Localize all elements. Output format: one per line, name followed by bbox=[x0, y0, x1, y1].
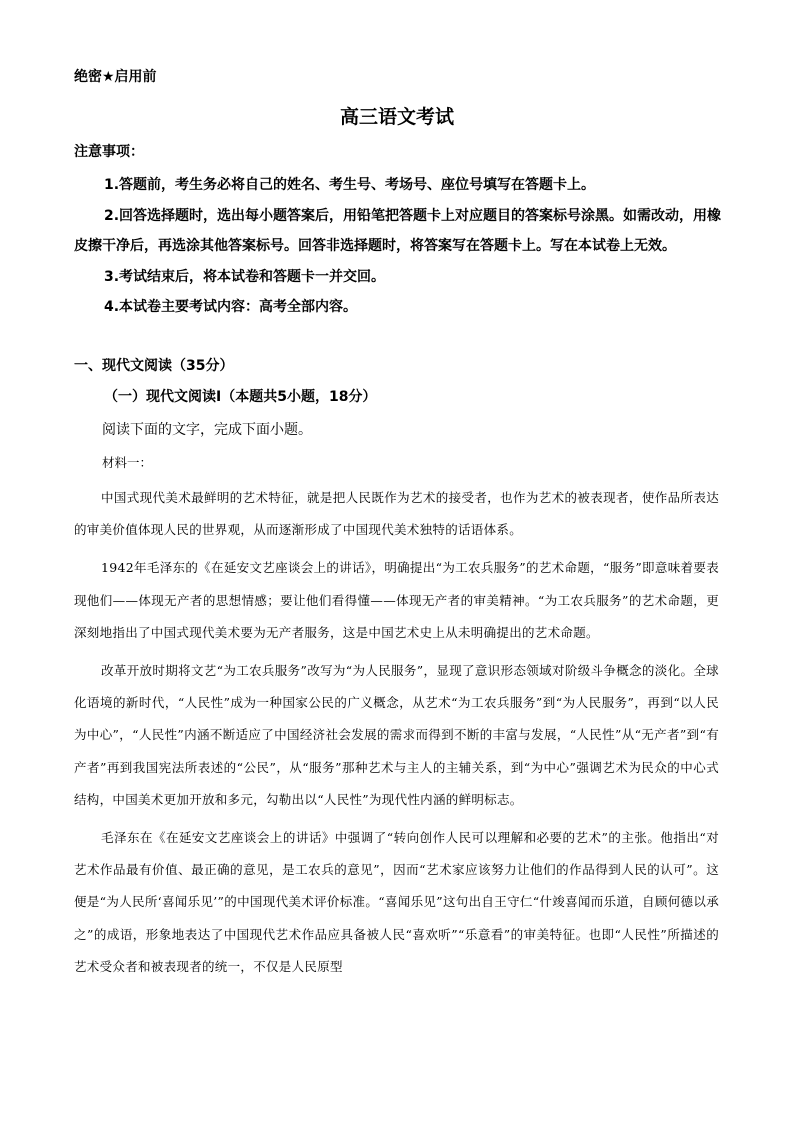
reading-instruction: 阅读下面的文字，完成下面小题。 bbox=[102, 422, 312, 438]
note-item: 2.回答选择题时，选出每小题答案后，用铅笔把答题卡上对应题目的答案标号涂黑。如需改动，用橡皮擦干净后，再选涂其他答案标号。回答非选择题时，将答案写在答题卡上。写在本试卷上无效。 bbox=[74, 207, 722, 254]
passage-paragraph: 毛泽东在《在延安文艺座谈会上的讲话》中强调了“转向创作人民可以理解和必要的艺术”的主张。他指出“对艺术作品最有价值、最正确的意见，是工农兵的意见”，因而“艺术家应该努力让他们的作品得到人民的认可”。这便是“为人民所‘喜闻乐见’”的中国现代美术评价标准。“喜闻乐见”这句出自王守仁“什竣喜闻而乐道，自顾何德以承之”的成语，形象地表达了中国现代艺术作品应具备被人民“喜欢听”“乐意看”的审美特征。也即“人民性”所描述的艺术受众者和被表现者的统一，不仅是人民原型 bbox=[74, 830, 719, 974]
notes-heading: 注意事项： bbox=[74, 144, 144, 160]
note-item: 4.本试卷主要考试内容：高考全部内容。 bbox=[104, 299, 358, 315]
passage-paragraph: 中国式现代美术最鲜明的艺术特征，就是把人民既作为艺术的接受者，也作为艺术的被表现者，使作品所表达的审美价值体现人民的世界观，从而逐渐形成了中国现代美术独特的话语体系。 bbox=[74, 490, 719, 538]
passage-paragraph: 改革开放时期将文艺“为工农兵服务”改写为“为人民服务”，显现了意识形态领域对阶级斗争概念的淡化。全球化语境的新时代，“人民性”成为一种国家公民的广义概念，从艺术“为工农兵服务”到“为人民服务”，再到“以人民为中心”，“人民性”内涵不断适应了中国经济社会发展的需求而得到不断的丰富与发展，“人民性”从“无产者”到“有产者”再到我国宪法所表述的“公民”，从“服务”那种艺术与主人的主辅关系，到“为中心”强调艺术为民众的中心式结构，中国美术更加开放和多元，勾勒出以“人民性”为现代性内涵的鲜明标志。 bbox=[74, 663, 719, 807]
notes-list bbox=[74, 170, 724, 323]
page-title: 高三语文考试 bbox=[339, 106, 454, 128]
note-item: 1.答题前，考生务必将自己的姓名、考生号、考场号、座位号填写在答题卡上。 bbox=[104, 177, 596, 193]
section-heading: 一、现代文阅读（35分） bbox=[74, 358, 234, 374]
note-item: 3.考试结束后，将本试卷和答题卡一并交回。 bbox=[104, 268, 386, 285]
confidential-label: 绝密★启用前 bbox=[74, 69, 157, 85]
subsection-heading: （一）现代文阅读Ⅰ（本题共5小题，18分） bbox=[104, 389, 377, 405]
passage-paragraph: 1942年毛泽东的《在延安文艺座谈会上的讲话》，明确提出“为工农兵服务”的艺术命题，“服务”即意味着要表现他们——体现无产者的思想情感；要让他们看得懂——体现无产者的审美精神。“为工农兵服务”的艺术命题，更深刻地指出了中国式现代美术要为无产者服务，这是中国艺术史上从未明确提出的艺术命题。 bbox=[74, 560, 719, 640]
reading-passage bbox=[74, 482, 719, 983]
material-label: 材料一： bbox=[102, 455, 153, 470]
